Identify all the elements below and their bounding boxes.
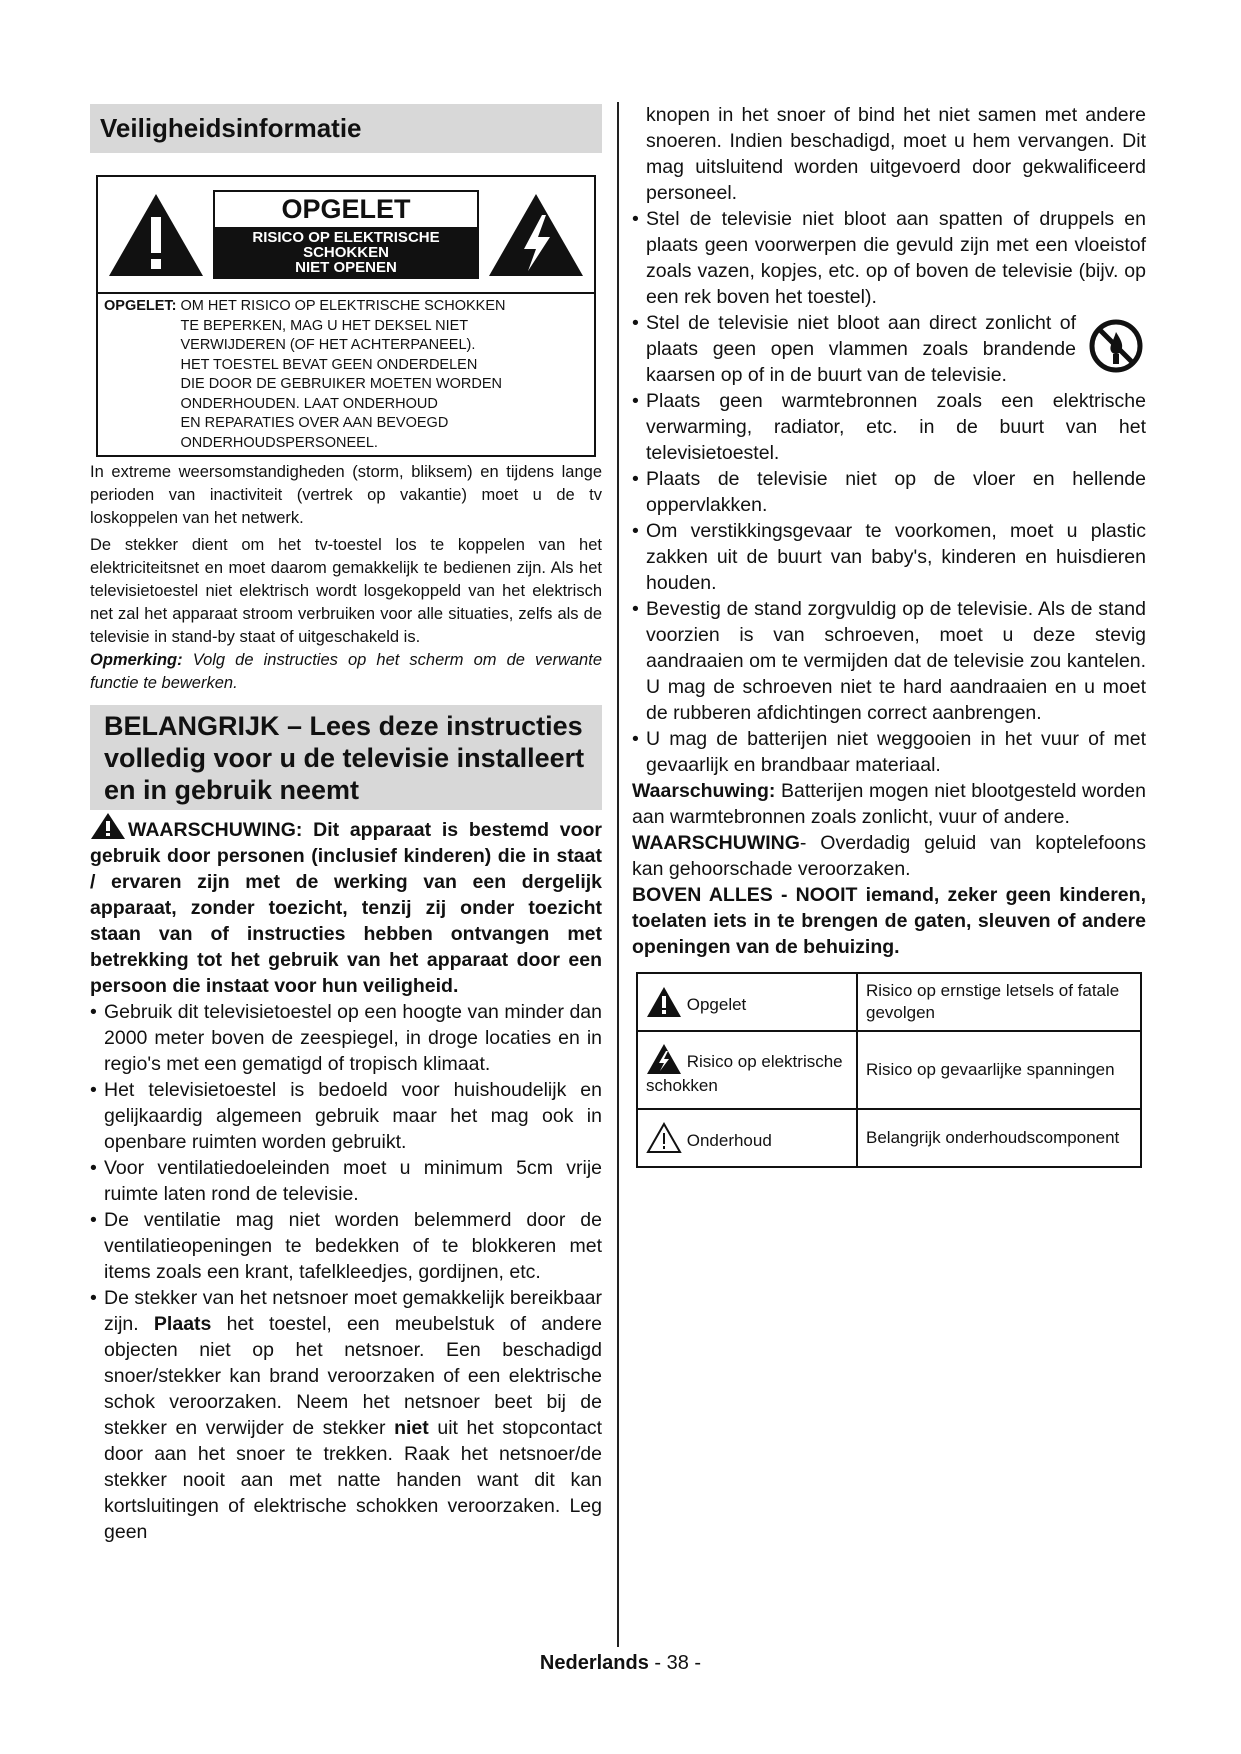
symbol-label: Onderhoud [686, 1131, 772, 1150]
symbol-cell [637, 973, 857, 1031]
page-footer [0, 1652, 1241, 1675]
caution-line: TE BEPERKEN, MAG U HET DEKSEL NIET [180, 317, 469, 334]
caution-box-header [98, 177, 594, 294]
warning-triangle-icon [646, 986, 682, 1018]
shock-risk-line: NIET OPENEN [295, 259, 397, 276]
symbol-cell [637, 1031, 857, 1109]
list-item: • Gebruik dit televisietoestel op een hoogte van minder dan 2000 meter boven de zeespiegel, in droge locaties en in regio's met een gematigd of tropisch klimaat. [90, 999, 602, 1077]
table-row [637, 973, 1141, 1031]
page-number: - 38 - [648, 1652, 702, 1674]
noise-text: - Overdadig geluid van koptelefoons kan gehoorschade veroorzaken. [632, 832, 1146, 880]
list-item: • Om verstikkingsgevaar te voorkomen, moet u plastic zakken uit de buurt van baby's, kinderen en huisdieren houden. [632, 518, 1146, 596]
shock-risk-line: RISICO OP ELEKTRISCHE [252, 229, 440, 246]
warning-triangle-icon [90, 812, 126, 840]
power-cord-bold: niet [394, 1417, 429, 1439]
weather-paragraph: In extreme weersomstandigheden (storm, bliksem) en tijdens lange perioden van inactiviteit (vertrek op vakantie) moet u de tv loskoppelen van het netwerk. [90, 463, 602, 527]
symbol-table [636, 972, 1142, 1168]
left-column [90, 100, 602, 1545]
shock-risk-banner [215, 227, 477, 277]
noise-label: WAARSCHUWING [632, 832, 800, 854]
sunlight-text: Stel de televisie niet bloot aan direct zonlicht of plaats geen open vlammen zoals brandende kaarsen op of in de buurt van de televisie. [646, 312, 1076, 386]
note-paragraph [90, 649, 602, 695]
table-row [637, 1109, 1141, 1167]
list-item: • Bevestig de stand zorgvuldig op de televisie. Als de stand voorzien is van schroeven, moet u deze stevig aandraaien om te vermijden dat de televisie zou kantelen. U mag de schroeven niet te hard aandraaien en u moet de rubberen afdichtingen correct aanbrengen. [632, 596, 1146, 726]
symbol-label: Risico op elektrische schokken [646, 1052, 843, 1095]
right-column [632, 102, 1146, 1168]
list-item: • U mag de batterijen niet weggooien in het vuur of met gevaarlijk en brandbaar materiaal. [632, 726, 1146, 778]
list-item: • Voor ventilatiedoeleinden moet u minimum 5cm vrije ruimte laten rond de televisie. [90, 1155, 602, 1207]
caution-line: VERWIJDEREN (OF HET ACHTERPANEEL). [180, 337, 476, 353]
list-item: • De ventilatie mag niet worden belemmerd door de ventilatieopeningen te bedekken of te blokkeren met items zoals een krant, tafelkleedjes, gordijnen, etc. [90, 1207, 602, 1285]
meaning-cell: Belangrijk onderhoudscomponent [857, 1109, 1141, 1167]
safety-bullet-list [90, 999, 602, 1545]
section-title-bar [90, 104, 602, 153]
safety-bullet-list-right [632, 206, 1146, 778]
lightning-triangle-icon [646, 1043, 682, 1075]
battery-text: Batterijen mogen niet blootgesteld worden aan warmtebronnen zoals zonlicht, vuur of andere. [632, 780, 1146, 828]
caution-label-block [213, 190, 479, 279]
caution-line: DIE DOOR DE GEBRUIKER MOETEN WORDEN [180, 376, 502, 392]
list-item: • Plaats de televisie niet op de vloer en hellende oppervlakken. [632, 466, 1146, 518]
important-title-bar [90, 705, 602, 810]
power-cord-text: De stekker van het netsnoer moet gemakkelijk bereikbaar zijn. [104, 1287, 602, 1335]
caution-text-label: OPGELET: [104, 298, 177, 314]
symbol-cell [637, 1109, 857, 1167]
shock-risk-line: SCHOKKEN [303, 244, 389, 261]
caution-line: OM HET RISICO OP ELEKTRISCHE SCHOKKEN [180, 298, 506, 314]
note-label: Opmerking: [90, 651, 183, 669]
important-title: BELANGRIJK – Lees deze instructies volledig voor u de televisie installeert en in gebruik neemt [104, 711, 585, 805]
warning-outline-icon [646, 1122, 682, 1154]
list-item-power-cord [90, 1285, 602, 1545]
warning-paragraph [90, 812, 602, 999]
caution-line: EN REPARATIES OVER AAN BEVOEGD [180, 415, 449, 431]
caution-line: ONDERHOUDSPERSONEEL. [180, 434, 378, 451]
battery-label: Waarschuwing: [632, 780, 776, 802]
power-cord-bold: Plaats [153, 1313, 212, 1335]
list-item: • Het televisietoestel is bedoeld voor huishoudelijk en gelijkaardig algemeen gebruik maar het mag ook in openbare ruimten worden gebruikt. [90, 1077, 602, 1155]
caution-text-lines [181, 297, 506, 453]
caution-line: HET TOESTEL BEVAT GEEN ONDERDELEN [180, 356, 478, 373]
footer-language: Nederlands [539, 1652, 649, 1674]
power-cord-text: het toestel, een meubelstuk of andere objecten niet op het netsnoer. Een beschadigd snoer/stekker kan brand veroorzaken of een elektrische schok veroorzaken. Neem het netsnoer beet bij de stekker en verwijder de stekker [104, 1313, 602, 1439]
list-item-sunlight [632, 310, 1146, 388]
meaning-cell: Risico op ernstige letsels of fatale gevolgen [857, 973, 1141, 1031]
meaning-cell: Risico op gevaarlijke spanningen [857, 1031, 1141, 1109]
warning-triangle-icon [106, 191, 206, 279]
symbol-label: Opgelet [686, 995, 747, 1014]
column-divider [617, 102, 619, 1647]
power-cord-text: uit het stopcontact door aan het snoer te trekken. Raak het netsnoer/de stekker nooit aan met natte handen want dit kan kortsluitingen of elektrische schokken veroorzaken. Leg geen [104, 1417, 602, 1543]
section-title: Veiligheidsinformatie [100, 113, 362, 143]
caution-line: ONDERHOUDEN. LAAT ONDERHOUD [180, 395, 438, 412]
list-item: • Stel de televisie niet bloot aan spatten of druppels en plaats geen voorwerpen die gevuld zijn met een vloeistof zoals vazen, kopjes, etc. op of boven de televisie (bijv. op een rek boven het toestel). [632, 206, 1146, 310]
battery-paragraph [632, 778, 1146, 830]
list-item: • Plaats geen warmtebronnen zoals een elektrische verwarming, radiator, etc. in de buurt van het televisietoestel. [632, 388, 1146, 466]
noise-paragraph [632, 830, 1146, 882]
caution-heading: OPGELET [281, 194, 411, 224]
openings-paragraph: BOVEN ALLES - NOOIT iemand, zeker geen kinderen, toelaten iets in te brengen de gaten, sleuven of andere openingen van de behuizing. [632, 884, 1146, 958]
lightning-triangle-icon [486, 191, 586, 279]
note-text: Volg de instructies op het scherm om de verwante functie te bewerken. [90, 651, 602, 692]
table-row [637, 1031, 1141, 1109]
warning-paragraph-text: WAARSCHUWING: Dit apparaat is bestemd voor gebruik door personen (inclusief kinderen) die in staat / ervaren zijn met de werking van een dergelijk apparaat, zonder toezicht, tenzij zij onder toezicht staan van of instructies hebben ontvangen met betrekking tot het gebruik van het apparaat door een persoon die instaat voor hun veiligheid. [90, 819, 602, 997]
caution-box [96, 175, 596, 457]
continued-paragraph: knopen in het snoer of bind het niet samen met andere snoeren. Indien beschadigd, moet u hem vervangen. Dit mag uitsluitend worden uitgevoerd door gekwalificeerd personeel. [646, 104, 1146, 204]
no-open-flame-icon [1088, 318, 1144, 374]
caution-text [98, 294, 594, 455]
plug-paragraph: De stekker dient om het tv-toestel los te koppelen van het elektriciteitsnet en moet daarom gemakkelijk te bedienen zijn. Als het televisietoestel niet elektrisch wordt losgekoppeld van het elektrisch net zal het apparaat stroom verbruiken voor alle situaties, zelfs als de televisie in stand-by staat of uitgeschakeld is. [90, 536, 602, 646]
